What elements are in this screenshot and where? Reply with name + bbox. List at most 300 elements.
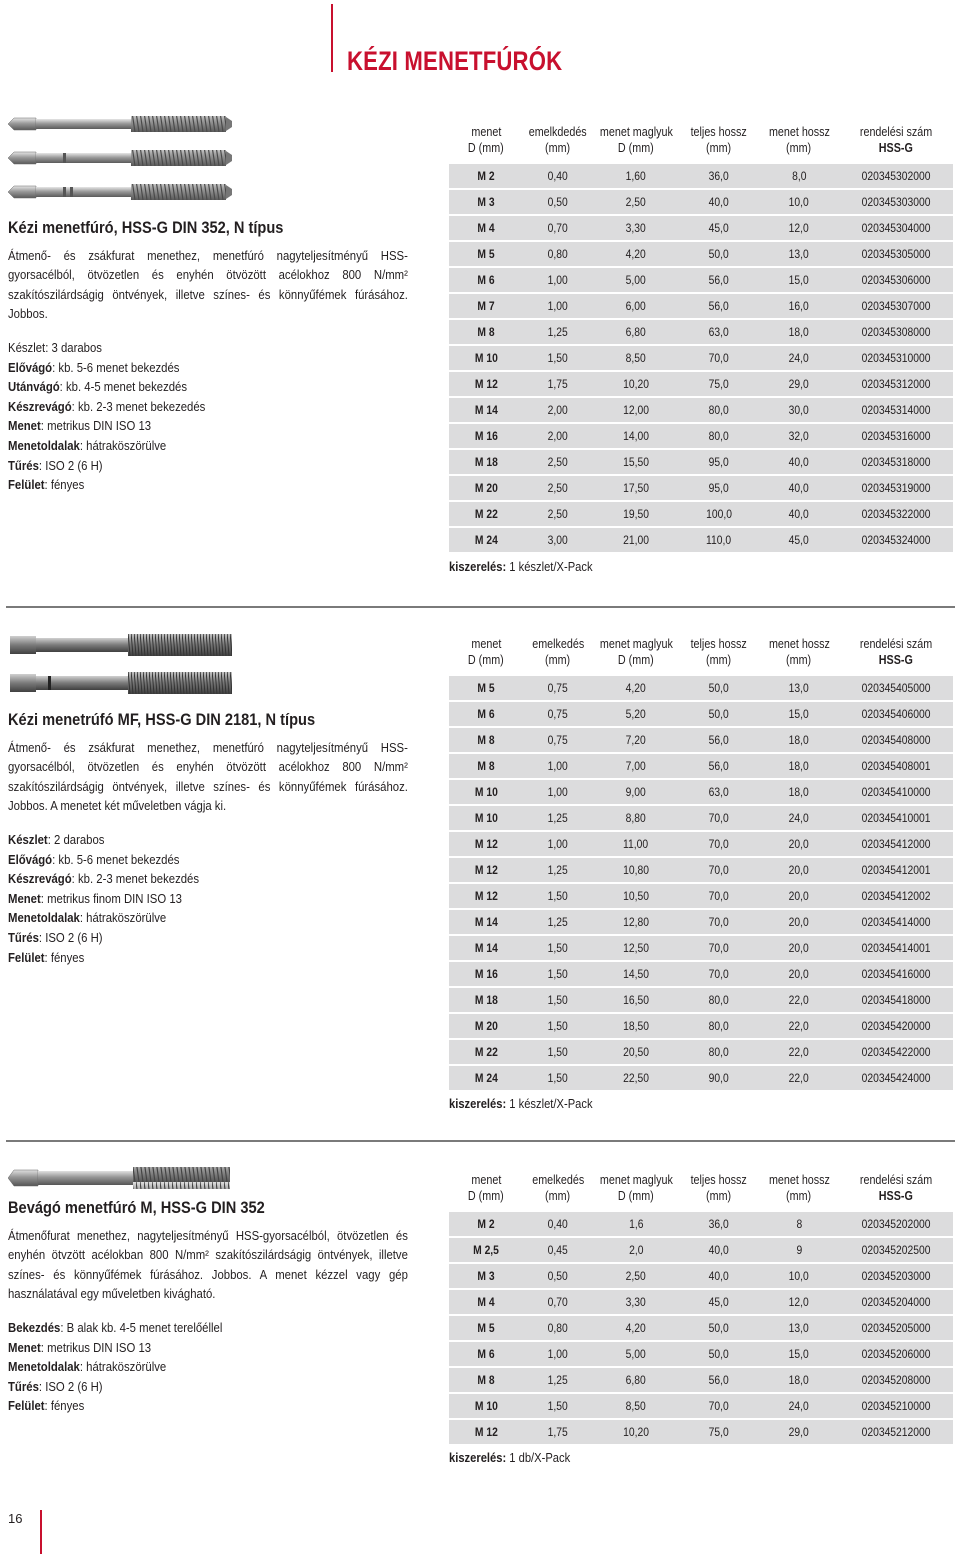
- table-row: [449, 754, 953, 778]
- table-cell: 0,50: [523, 1264, 593, 1288]
- table-cell: 1,75: [523, 372, 593, 396]
- table-cell: 020345424000: [839, 1066, 953, 1090]
- spec-line: Menet: metrikus DIN ISO 13: [8, 1339, 152, 1355]
- table-cell: M 2,5: [449, 1238, 523, 1262]
- table-cell: 2,50: [523, 476, 593, 500]
- table-cell: 1,50: [523, 936, 593, 960]
- table-cell: 2,50: [593, 1264, 679, 1288]
- table-cell: 18,0: [759, 728, 839, 752]
- table-cell: M 20: [449, 476, 523, 500]
- table-cell: 4,20: [593, 242, 679, 266]
- table-cell: 1,25: [523, 910, 593, 934]
- table-cell: 020345306000: [839, 268, 953, 292]
- table-cell: 1,00: [523, 780, 593, 804]
- spec-table-3: [449, 1170, 953, 1446]
- table-row: [449, 1212, 953, 1236]
- table-cell: 0,70: [523, 1290, 593, 1314]
- table-cell: 100,0: [679, 502, 759, 526]
- table-cell: 11,00: [593, 832, 679, 856]
- table-cell: 020345416000: [839, 962, 953, 986]
- table-cell: 020345210000: [839, 1394, 953, 1418]
- column-header: menet maglyuk D (mm): [599, 125, 673, 155]
- table-cell: M 10: [449, 346, 523, 370]
- table-cell: M 2: [449, 164, 523, 188]
- table-cell: 32,0: [759, 424, 839, 448]
- product-section-1: [0, 110, 960, 588]
- packaging-note: kiszerelés: 1 db/X-Pack: [449, 1450, 571, 1465]
- table-cell: 36,0: [679, 1212, 759, 1236]
- column-header: menet hossz (mm): [768, 637, 830, 667]
- tap-set-image: [8, 112, 238, 212]
- spec-line: Felület: fényes: [8, 477, 85, 493]
- table-cell: 020345308000: [839, 320, 953, 344]
- table-cell: 18,50: [593, 1014, 679, 1038]
- table-cell: M 10: [449, 1394, 523, 1418]
- table-cell: 14,50: [593, 962, 679, 986]
- spec-line: Felület: fényes: [8, 949, 85, 965]
- table-cell: M 5: [449, 676, 523, 700]
- table-cell: 8,80: [593, 806, 679, 830]
- column-header: emelkedés (mm): [531, 637, 584, 667]
- table-cell: 50,0: [679, 676, 759, 700]
- table-cell: M 14: [449, 398, 523, 422]
- table-cell: 8: [759, 1212, 839, 1236]
- table-row: [449, 1394, 953, 1418]
- column-header: rendelési szám HSS-G: [859, 125, 933, 155]
- table-row: [449, 1066, 953, 1090]
- table-cell: 1,00: [523, 294, 593, 318]
- plug-tap-image: [8, 1160, 238, 1196]
- product-title: Kézi menetrúfó MF, HSS-G DIN 2181, N típus: [8, 710, 316, 729]
- spec-line: Menet: metrikus DIN ISO 13: [8, 418, 152, 434]
- table-cell: 020345412001: [839, 858, 953, 882]
- page-title: KÉZI MENETFÚRÓK: [347, 46, 563, 76]
- table-cell: 12,0: [759, 1290, 839, 1314]
- table-cell: 0,70: [523, 216, 593, 240]
- table-cell: 70,0: [679, 1394, 759, 1418]
- table-row: [449, 528, 953, 552]
- table-cell: 22,0: [759, 1014, 839, 1038]
- table-row: [449, 1342, 953, 1366]
- section-divider: [6, 1140, 955, 1142]
- table-cell: 1,50: [523, 988, 593, 1012]
- table-row: [449, 190, 953, 214]
- product-title: Bevágó menetfúró M, HSS-G DIN 352: [8, 1198, 265, 1217]
- table-cell: 4,20: [593, 1316, 679, 1340]
- column-header: rendelési szám HSS-G: [859, 637, 933, 667]
- table-cell: 020345324000: [839, 528, 953, 552]
- column-header: teljes hossz (mm): [690, 637, 748, 667]
- table-cell: 1,50: [523, 346, 593, 370]
- product-text: Átmenő- és zsákfurat menethez, menetfúró nagyteljesítményű HSS-gyorsacélból, ötvözetlen és enyhén ötvözött acélokhoz 800 N/mm² szakítószilárdságig öntvények, illetve színes- és könnyűfémek fúrásához. Jobbos.: [8, 247, 408, 322]
- spec-line: Készlet: 3 darabos: [8, 339, 102, 355]
- tap-2: [8, 150, 232, 166]
- table-cell: 1,25: [523, 320, 593, 344]
- table-row: [449, 320, 953, 344]
- table-cell: 30,0: [759, 398, 839, 422]
- table-cell: M 8: [449, 754, 523, 778]
- table-cell: 8,50: [593, 346, 679, 370]
- table-cell: 15,0: [759, 702, 839, 726]
- table-cell: 10,20: [593, 372, 679, 396]
- table-row: [449, 1290, 953, 1314]
- table-cell: M 8: [449, 320, 523, 344]
- table-cell: 0,80: [523, 242, 593, 266]
- table-cell: M 18: [449, 988, 523, 1012]
- table-cell: 22,0: [759, 1066, 839, 1090]
- table-cell: M 5: [449, 242, 523, 266]
- table-cell: 1,50: [523, 1040, 593, 1064]
- table-cell: 20,50: [593, 1040, 679, 1064]
- table-row: [449, 1040, 953, 1064]
- table-row: [449, 424, 953, 448]
- table-row: [449, 1264, 953, 1288]
- table-row: [449, 268, 953, 292]
- table-cell: 2,00: [523, 398, 593, 422]
- column-header: teljes hossz (mm): [690, 1173, 748, 1203]
- table-cell: 020345205000: [839, 1316, 953, 1340]
- column-header: menet D (mm): [468, 637, 504, 667]
- table-cell: 0,75: [523, 702, 593, 726]
- table-cell: 1,00: [523, 268, 593, 292]
- tap-1: [8, 116, 232, 132]
- table-cell: 1,50: [523, 962, 593, 986]
- table-cell: 22,0: [759, 1040, 839, 1064]
- table-cell: 1,50: [523, 1014, 593, 1038]
- spec-line: Menetoldalak: hátraköszörülve: [8, 910, 167, 926]
- table-cell: 2,50: [523, 502, 593, 526]
- table-cell: 10,0: [759, 1264, 839, 1288]
- spec-line: Tűrés: ISO 2 (6 H): [8, 1378, 103, 1394]
- table-cell: 020345314000: [839, 398, 953, 422]
- table-cell: 95,0: [679, 476, 759, 500]
- table-cell: 15,0: [759, 268, 839, 292]
- spec-line: Elővágó: kb. 5-6 menet bekezdés: [8, 359, 180, 375]
- table-cell: 18,0: [759, 320, 839, 344]
- table-cell: 0,40: [523, 1212, 593, 1236]
- table-cell: 75,0: [679, 1420, 759, 1444]
- table-cell: 29,0: [759, 1420, 839, 1444]
- table-cell: 2,00: [523, 424, 593, 448]
- table-cell: 020345208000: [839, 1368, 953, 1392]
- product-text: Átmenőfurat menethez, nagyteljesítményű HSS-gyorsacélból, ötvözetlen és enyhén ötvzött acélokban 800 N/mm² szakítószilárdságig öntvények, illetve színes- és könnyűfémek fúrásához. Jobbos. A menet kézzel vagy gép használatával egy műveletben kivágható.: [8, 1227, 408, 1302]
- table-row: [449, 502, 953, 526]
- table-cell: M 10: [449, 780, 523, 804]
- table-cell: 18,0: [759, 1368, 839, 1392]
- product-section-3: [0, 1158, 960, 1478]
- table-cell: 70,0: [679, 832, 759, 856]
- table-cell: M 4: [449, 216, 523, 240]
- table-cell: 10,0: [759, 190, 839, 214]
- table-row: [449, 216, 953, 240]
- table-cell: M 7: [449, 294, 523, 318]
- table-cell: 1,25: [523, 858, 593, 882]
- table-cell: 19,50: [593, 502, 679, 526]
- table-row: [449, 1238, 953, 1262]
- table-row: [449, 676, 953, 700]
- table-cell: 020345312000: [839, 372, 953, 396]
- table-cell: M 22: [449, 1040, 523, 1064]
- table-cell: 10,50: [593, 884, 679, 908]
- table-cell: 1,00: [523, 1342, 593, 1366]
- spec-line: Készrevágó: kb. 2-3 menet bekezedés: [8, 398, 206, 414]
- table-cell: 14,00: [593, 424, 679, 448]
- table-cell: 56,0: [679, 728, 759, 752]
- table-row: [449, 1316, 953, 1340]
- table-cell: 24,0: [759, 806, 839, 830]
- table-cell: 0,50: [523, 190, 593, 214]
- table-cell: 110,0: [679, 528, 759, 552]
- table-cell: 40,0: [759, 450, 839, 474]
- table-cell: M 6: [449, 702, 523, 726]
- table-cell: M 14: [449, 910, 523, 934]
- table-cell: M 3: [449, 1264, 523, 1288]
- table-cell: 0,75: [523, 728, 593, 752]
- table-cell: 5,00: [593, 1342, 679, 1366]
- table-cell: 80,0: [679, 1040, 759, 1064]
- table-cell: 9,00: [593, 780, 679, 804]
- table-cell: M 16: [449, 424, 523, 448]
- table-row: [449, 1420, 953, 1444]
- table-cell: 70,0: [679, 806, 759, 830]
- table-cell: 20,0: [759, 962, 839, 986]
- table-cell: M 5: [449, 1316, 523, 1340]
- table-cell: 3,00: [523, 528, 593, 552]
- column-header: teljes hossz (mm): [690, 125, 748, 155]
- column-header: menet D (mm): [468, 125, 504, 155]
- table-cell: 020345322000: [839, 502, 953, 526]
- table-cell: M 8: [449, 728, 523, 752]
- table-cell: M 10: [449, 806, 523, 830]
- spec-line: Készrevágó: kb. 2-3 menet bekezdés: [8, 871, 200, 887]
- table-cell: 12,50: [593, 936, 679, 960]
- product-text: Átmenő- és zsákfurat menethez, menetfúró nagyteljesítményű HSS-gyorsacélból, ötvözetlen és enyhén ötvözött acélokhoz 800 N/mm² szakítószilárdságig öntvények, illetve színes- és könnyűfémek fúrásához. Jobbos. A menetet két műveletben vágja ki.: [8, 739, 408, 814]
- table-cell: 90,0: [679, 1066, 759, 1090]
- table-cell: 020345304000: [839, 216, 953, 240]
- column-header: menet hossz (mm): [768, 1173, 830, 1203]
- table-cell: 020345319000: [839, 476, 953, 500]
- table-cell: 8,50: [593, 1394, 679, 1418]
- table-cell: 29,0: [759, 372, 839, 396]
- table-cell: 10,20: [593, 1420, 679, 1444]
- table-cell: 13,0: [759, 676, 839, 700]
- table-cell: 4,20: [593, 676, 679, 700]
- table-cell: M 2: [449, 1212, 523, 1236]
- table-cell: M 18: [449, 450, 523, 474]
- table-cell: 50,0: [679, 1342, 759, 1366]
- table-cell: 40,0: [679, 1264, 759, 1288]
- table-cell: 18,0: [759, 780, 839, 804]
- column-header: menet maglyuk D (mm): [599, 1173, 673, 1203]
- table-cell: 020345303000: [839, 190, 953, 214]
- footer-accent-line: [40, 1510, 42, 1554]
- table-cell: 3,30: [593, 216, 679, 240]
- table-cell: 020345202500: [839, 1238, 953, 1262]
- product-description-2: [8, 710, 408, 967]
- table-header-row: [449, 636, 953, 674]
- table-cell: 56,0: [679, 268, 759, 292]
- table-cell: 1,25: [523, 1368, 593, 1392]
- column-header: rendelési szám HSS-G: [859, 1173, 933, 1203]
- table-row: [449, 806, 953, 830]
- table-cell: 020345203000: [839, 1264, 953, 1288]
- table-cell: 95,0: [679, 450, 759, 474]
- table-row: [449, 398, 953, 422]
- table-cell: 6,00: [593, 294, 679, 318]
- table-cell: 70,0: [679, 346, 759, 370]
- table-cell: 1,50: [523, 1066, 593, 1090]
- table-cell: 020345408001: [839, 754, 953, 778]
- table-cell: 020345418000: [839, 988, 953, 1012]
- table-cell: 40,0: [679, 1238, 759, 1262]
- table-row: [449, 450, 953, 474]
- section-divider: [6, 606, 955, 608]
- table-cell: 12,80: [593, 910, 679, 934]
- table-cell: 020345410001: [839, 806, 953, 830]
- table-row: [449, 728, 953, 752]
- spec-line: Menetoldalak: hátraköszörülve: [8, 1359, 167, 1375]
- table-cell: 020345414000: [839, 910, 953, 934]
- table-cell: 22,50: [593, 1066, 679, 1090]
- table-cell: 020345318000: [839, 450, 953, 474]
- fine-tap-2: [10, 672, 232, 694]
- table-cell: 22,0: [759, 988, 839, 1012]
- table-cell: 70,0: [679, 910, 759, 934]
- table-cell: 20,0: [759, 832, 839, 856]
- table-cell: 56,0: [679, 754, 759, 778]
- table-cell: 7,20: [593, 728, 679, 752]
- table-cell: 1,00: [523, 832, 593, 856]
- table-cell: M 6: [449, 1342, 523, 1366]
- table-cell: 020345422000: [839, 1040, 953, 1064]
- table-cell: M 12: [449, 884, 523, 908]
- table-cell: 020345202000: [839, 1212, 953, 1236]
- table-cell: 12,00: [593, 398, 679, 422]
- fine-tap-1: [10, 634, 232, 656]
- spec-line: Készlet: 2 darabos: [8, 831, 105, 847]
- table-cell: 56,0: [679, 1368, 759, 1392]
- table-cell: M 6: [449, 268, 523, 292]
- table-cell: 0,75: [523, 676, 593, 700]
- table-cell: M 3: [449, 190, 523, 214]
- table-cell: 40,0: [759, 476, 839, 500]
- table-row: [449, 884, 953, 908]
- table-cell: 1,50: [523, 1394, 593, 1418]
- packaging-note: kiszerelés: 1 készlet/X-Pack: [449, 559, 593, 574]
- spec-table-2: [449, 634, 953, 1092]
- column-header: menet hossz (mm): [768, 125, 830, 155]
- spec-table-1: [449, 122, 953, 554]
- table-cell: 020345405000: [839, 676, 953, 700]
- table-cell: 16,0: [759, 294, 839, 318]
- column-header: menet D (mm): [468, 1173, 504, 1203]
- table-cell: 70,0: [679, 858, 759, 882]
- table-cell: 8,0: [759, 164, 839, 188]
- table-cell: 63,0: [679, 780, 759, 804]
- table-cell: 56,0: [679, 294, 759, 318]
- table-row: [449, 910, 953, 934]
- table-cell: 13,0: [759, 1316, 839, 1340]
- table-cell: 17,50: [593, 476, 679, 500]
- column-header: emelkedés (mm): [531, 1173, 584, 1203]
- table-cell: 1,75: [523, 1420, 593, 1444]
- table-cell: 6,80: [593, 1368, 679, 1392]
- table-cell: 6,80: [593, 320, 679, 344]
- table-cell: 40,0: [679, 190, 759, 214]
- table-cell: 12,0: [759, 216, 839, 240]
- table-cell: 18,0: [759, 754, 839, 778]
- table-cell: 020345302000: [839, 164, 953, 188]
- table-row: [449, 702, 953, 726]
- table-row: [449, 832, 953, 856]
- table-cell: 1,00: [523, 754, 593, 778]
- product-description-3: [8, 1198, 408, 1416]
- table-row: [449, 372, 953, 396]
- table-cell: 020345204000: [839, 1290, 953, 1314]
- table-cell: 50,0: [679, 242, 759, 266]
- table-cell: 020345310000: [839, 346, 953, 370]
- table-cell: 020345408000: [839, 728, 953, 752]
- table-cell: 24,0: [759, 1394, 839, 1418]
- page-number: 16: [8, 1511, 23, 1526]
- table-row: [449, 164, 953, 188]
- table-cell: 21,00: [593, 528, 679, 552]
- packaging-note: kiszerelés: 1 készlet/X-Pack: [449, 1096, 593, 1111]
- table-cell: 24,0: [759, 346, 839, 370]
- table-cell: 20,0: [759, 910, 839, 934]
- table-cell: 45,0: [679, 1290, 759, 1314]
- table-cell: 020345420000: [839, 1014, 953, 1038]
- table-cell: 16,50: [593, 988, 679, 1012]
- table-cell: M 24: [449, 528, 523, 552]
- spec-line: Tűrés: ISO 2 (6 H): [8, 929, 103, 945]
- product-section-2: [0, 622, 960, 1122]
- table-cell: 020345206000: [839, 1342, 953, 1366]
- table-cell: 1,60: [593, 164, 679, 188]
- table-cell: 2,50: [593, 190, 679, 214]
- table-cell: 10,80: [593, 858, 679, 882]
- spec-line: Felület: fényes: [8, 1398, 85, 1414]
- table-cell: M 4: [449, 1290, 523, 1314]
- table-cell: 50,0: [679, 1316, 759, 1340]
- table-cell: M 20: [449, 1014, 523, 1038]
- table-cell: 70,0: [679, 962, 759, 986]
- spec-line: Tűrés: ISO 2 (6 H): [8, 457, 103, 473]
- table-row: [449, 858, 953, 882]
- spec-line: Utánvágó: kb. 4-5 menet bekezdés: [8, 379, 188, 395]
- column-header: menet maglyuk D (mm): [599, 637, 673, 667]
- table-cell: 0,40: [523, 164, 593, 188]
- table-cell: 020345412000: [839, 832, 953, 856]
- table-cell: 020345316000: [839, 424, 953, 448]
- table-cell: 36,0: [679, 164, 759, 188]
- table-row: [449, 242, 953, 266]
- table-cell: 15,0: [759, 1342, 839, 1366]
- header-accent-line: [331, 4, 333, 72]
- table-cell: 20,0: [759, 858, 839, 882]
- table-cell: 45,0: [759, 528, 839, 552]
- table-cell: 020345307000: [839, 294, 953, 318]
- table-row: [449, 1014, 953, 1038]
- table-cell: 0,45: [523, 1238, 593, 1262]
- fine-tap-set-image: [8, 632, 238, 702]
- table-cell: 70,0: [679, 884, 759, 908]
- table-row: [449, 476, 953, 500]
- table-cell: 2,50: [523, 450, 593, 474]
- table-header-row: [449, 1172, 953, 1210]
- table-cell: 020345410000: [839, 780, 953, 804]
- tap-3: [8, 184, 232, 200]
